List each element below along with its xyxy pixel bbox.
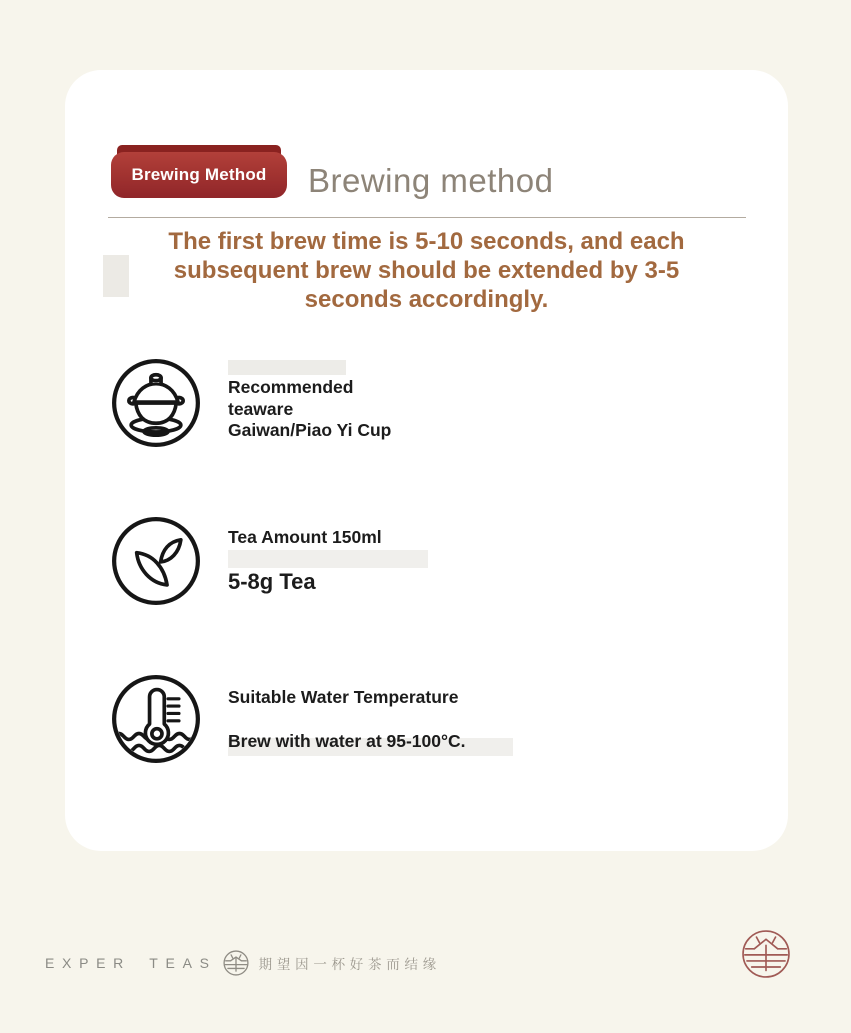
teaware-line1: Recommended — [228, 377, 354, 397]
tea-amount-label: Tea Amount 150ml — [228, 527, 382, 547]
intro-paragraph — [105, 227, 748, 314]
brewing-card — [65, 70, 788, 851]
header-divider — [108, 217, 746, 218]
tea-amount-value: 5-8g Tea — [228, 569, 316, 594]
thermometer-icon — [110, 673, 202, 765]
teaware-line2: teaware — [228, 398, 294, 419]
gaiwan-icon — [110, 357, 202, 449]
brand-slogan: 期望因一杯好茶而结缘 — [258, 957, 441, 972]
teaware-line3: Gaiwan/Piao Yi Cup — [228, 420, 392, 440]
highlight-artifact — [228, 550, 428, 568]
tea-seal-mini-icon — [223, 950, 249, 976]
intro-line: subsequent brew should be extended by 3-5 — [173, 257, 680, 284]
brewing-method-badge — [111, 152, 287, 198]
tea-leaves-icon — [110, 515, 202, 607]
tea-seal-logo-icon — [740, 928, 792, 980]
intro-line: seconds accordingly. — [304, 286, 549, 313]
highlight-artifact — [228, 360, 346, 375]
brand-name: EXPER TEAS — [45, 955, 217, 971]
footer — [45, 948, 441, 978]
page-title: Brewing method — [308, 162, 554, 199]
intro-line: The first brew time is 5-10 seconds, and each — [168, 228, 685, 255]
water-temp-value: Brew with water at 95-100°C. — [228, 731, 466, 751]
badge-label: Brewing Method — [131, 165, 267, 184]
teaware-text — [228, 377, 391, 442]
water-temp-label: Suitable Water Temperature — [228, 687, 459, 707]
